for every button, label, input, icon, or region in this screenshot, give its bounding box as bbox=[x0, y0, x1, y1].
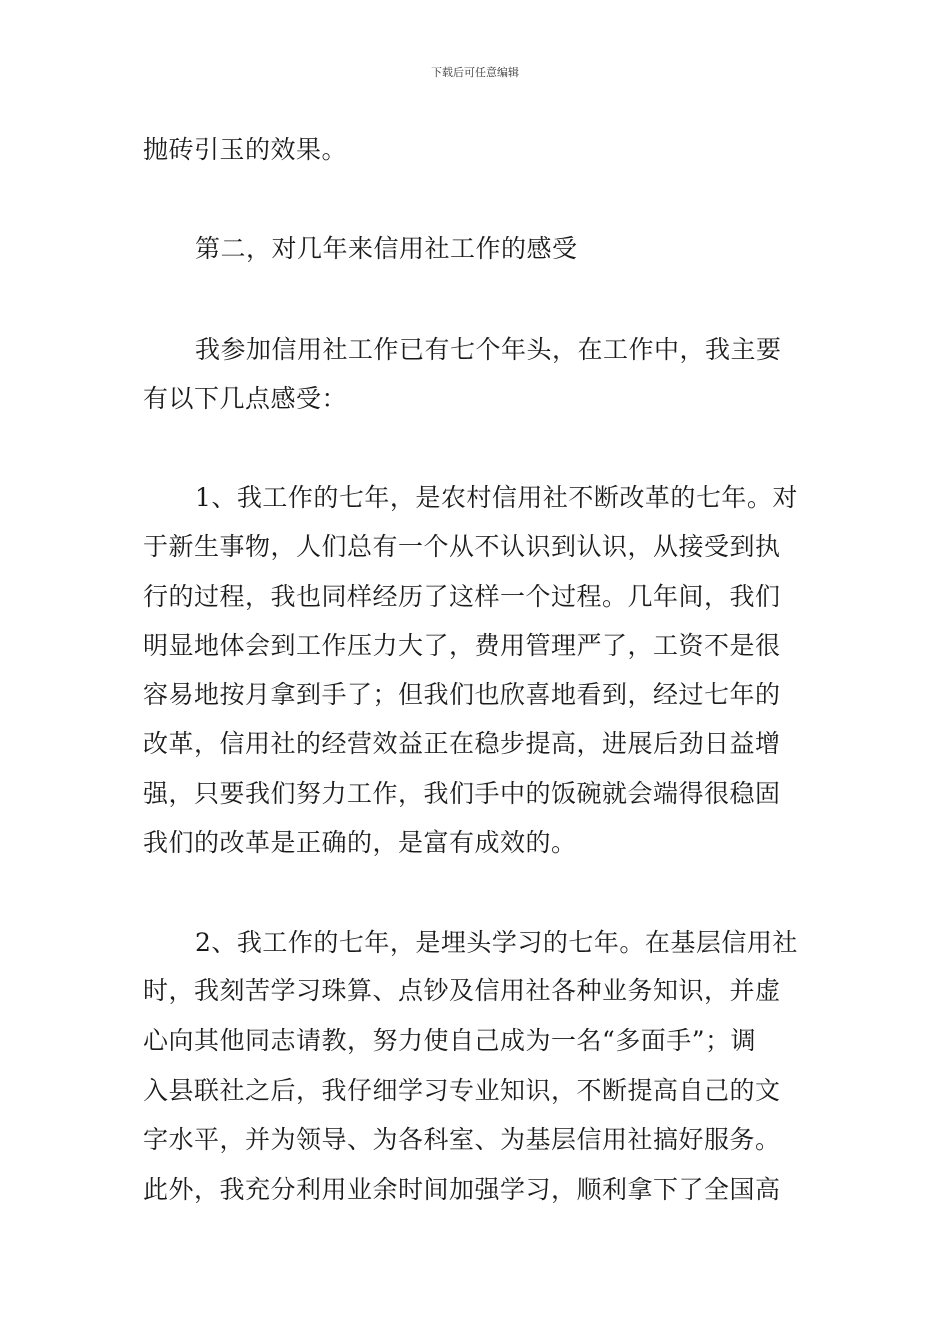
text-line: 有以下几点感受： bbox=[143, 384, 348, 413]
section-heading: 第二，对几年来信用社工作的感受 bbox=[195, 234, 578, 263]
text-line: 抛砖引玉的效果。 bbox=[143, 135, 348, 164]
text-line: 心向其他同志请教，努力使自己成为一名“多面手”；调 bbox=[143, 1026, 757, 1055]
text-line: 明显地体会到工作压力大了，费用管理严了，工资不是很 bbox=[143, 631, 781, 660]
text-line: 此外，我充分利用业余时间加强学习，顺利拿下了全国高 bbox=[143, 1175, 781, 1204]
text-line: 改革，信用社的经营效益正在稳步提高，进展后劲日益增 bbox=[143, 729, 781, 758]
text-line: 2、我工作的七年，是埋头学习的七年。在基层信用社 bbox=[195, 928, 798, 957]
text-line: 我们的改革是正确的，是富有成效的。 bbox=[143, 828, 577, 857]
text-line: 字水平，并为领导、为各科室、为基层信用社搞好服务。 bbox=[143, 1125, 781, 1154]
text-line: 入县联社之后，我仔细学习专业知识，不断提高自己的文 bbox=[143, 1076, 781, 1105]
text-line: 强，只要我们努力工作，我们手中的饭碗就会端得很稳固 bbox=[143, 779, 781, 808]
page-header: 下载后可任意编辑 bbox=[431, 66, 519, 79]
text-line: 行的过程，我也同样经历了这样一个过程。几年间，我们 bbox=[143, 582, 781, 611]
text-line: 时，我刻苦学习珠算、点钞及信用社各种业务知识，并虚 bbox=[143, 976, 781, 1005]
text-line: 我参加信用社工作已有七个年头，在工作中，我主要 bbox=[195, 335, 782, 364]
text-line: 容易地按月拿到手了；但我们也欣喜地看到，经过七年的 bbox=[143, 680, 781, 709]
text-line: 1、我工作的七年，是农村信用社不断改革的七年。对 bbox=[195, 483, 798, 512]
text-line: 于新生事物，人们总有一个从不认识到认识，从接受到执 bbox=[143, 532, 781, 561]
